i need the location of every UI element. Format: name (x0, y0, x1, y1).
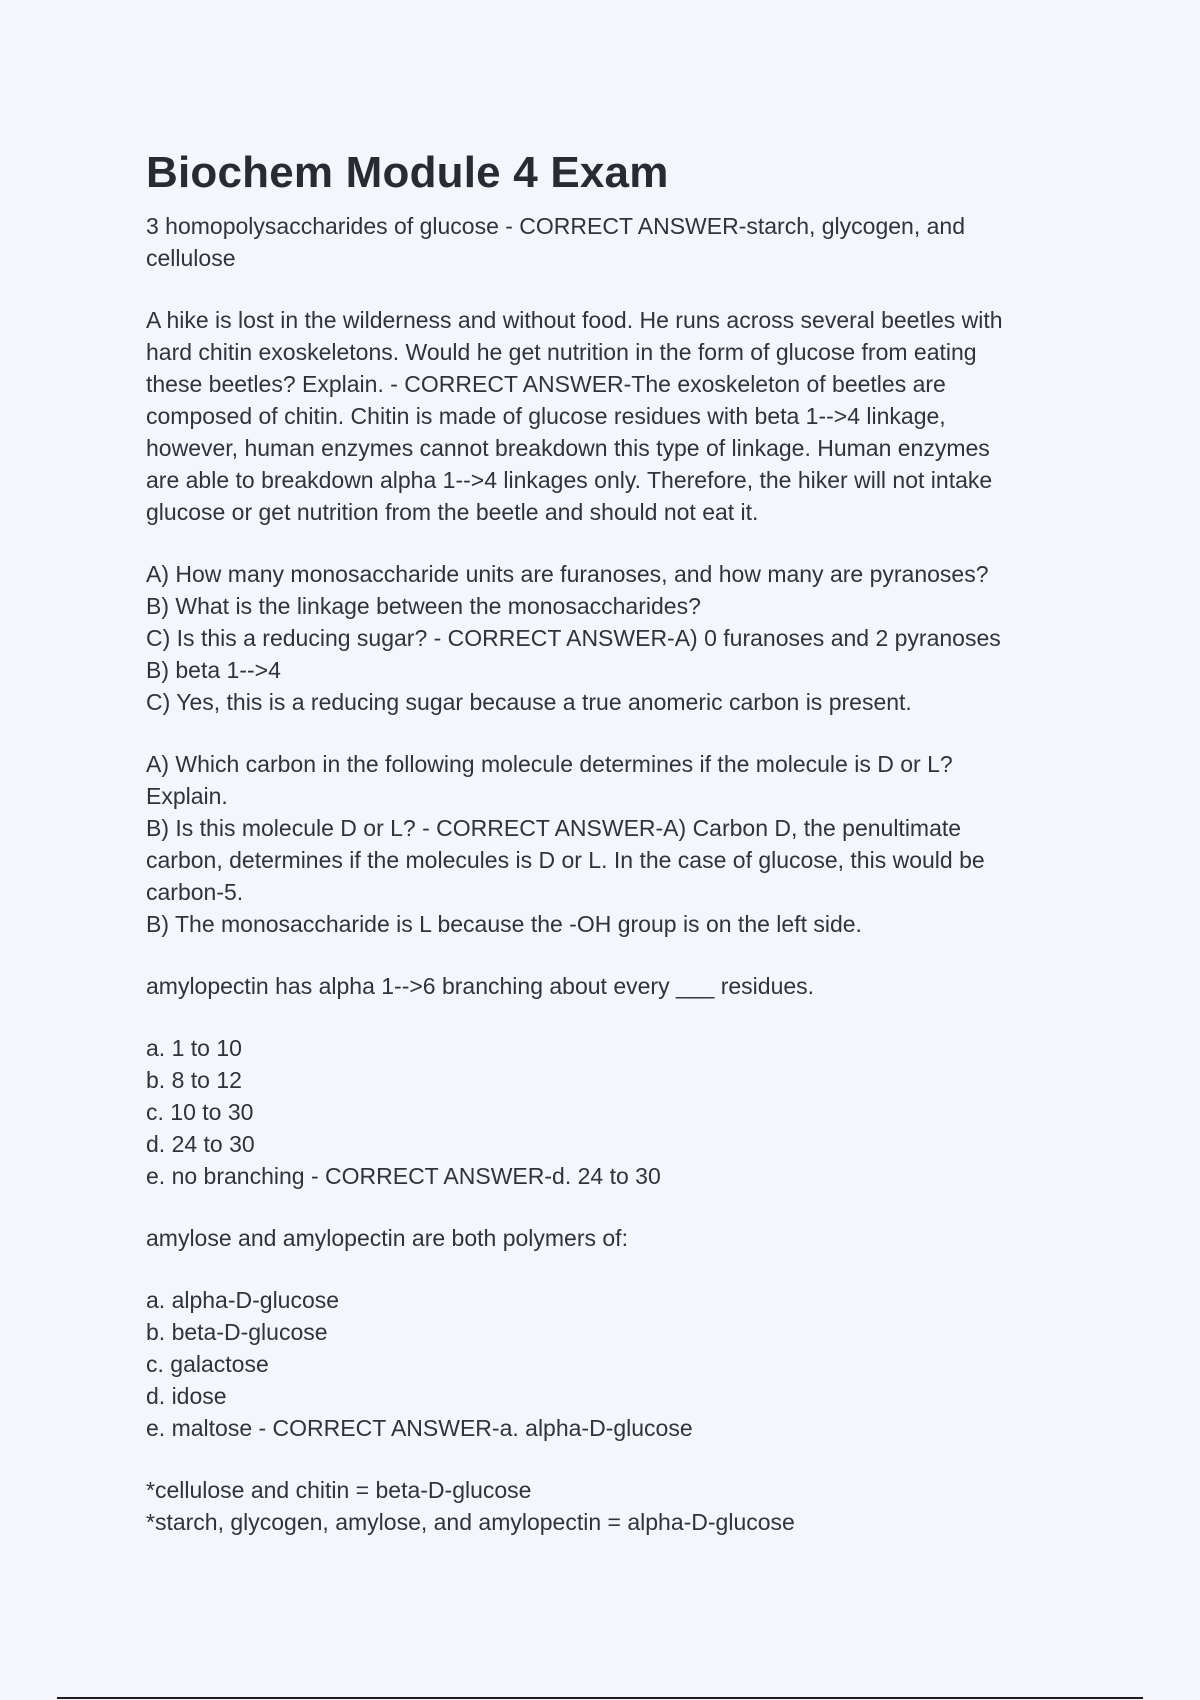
notes-block (146, 1474, 1076, 1538)
note-line: *starch, glycogen, amylose, and amylopectin = alpha-D-glucose (146, 1509, 795, 1535)
text-line: amylopectin has alpha 1-->6 branching about every ___ residues. (146, 973, 815, 999)
text-line: cellulose (146, 245, 236, 271)
qa-block-homopolysaccharides (146, 210, 1076, 274)
option-line: a. 1 to 10 (146, 1035, 242, 1061)
option-line: d. 24 to 30 (146, 1131, 255, 1157)
text-line: C) Yes, this is a reducing sugar because a true anomeric carbon is present. (146, 689, 912, 715)
page-bottom-rule (57, 1697, 1143, 1699)
option-line: a. alpha-D-glucose (146, 1287, 340, 1313)
text-line: B) Is this molecule D or L? - CORRECT ANSWER-A) Carbon D, the penultimate (146, 815, 962, 841)
text-line: composed of chitin. Chitin is made of glucose residues with beta 1-->4 linkage, (146, 403, 946, 429)
text-line: carbon-5. (146, 879, 244, 905)
question-polymers (146, 1222, 1076, 1254)
text-line: B) beta 1-->4 (146, 657, 281, 683)
text-line: amylose and amylopectin are both polymers of: (146, 1225, 628, 1251)
options-amylopectin-branching (146, 1032, 1076, 1192)
option-line: e. maltose - CORRECT ANSWER-a. alpha-D-glucose (146, 1415, 693, 1441)
text-line: Explain. (146, 783, 228, 809)
note-line: *cellulose and chitin = beta-D-glucose (146, 1477, 532, 1503)
text-line: A hike is lost in the wilderness and without food. He runs across several beetles with (146, 307, 1003, 333)
qa-block-furanoses (146, 558, 1076, 718)
text-line: carbon, determines if the molecules is D or L. In the case of glucose, this would be (146, 847, 985, 873)
page-title: Biochem Module 4 Exam (146, 148, 669, 197)
option-line: c. 10 to 30 (146, 1099, 254, 1125)
text-line: 3 homopolysaccharides of glucose - CORRECT ANSWER-starch, glycogen, and (146, 213, 965, 239)
option-line: d. idose (146, 1383, 227, 1409)
text-line: are able to breakdown alpha 1-->4 linkages only. Therefore, the hiker will not intake (146, 467, 993, 493)
text-line: B) What is the linkage between the monosaccharides? (146, 593, 701, 619)
text-line: hard chitin exoskeletons. Would he get nutrition in the form of glucose from eating (146, 339, 977, 365)
text-line: glucose or get nutrition from the beetle and should not eat it. (146, 499, 759, 525)
question-amylopectin-branching (146, 970, 1076, 1002)
text-line: however, human enzymes cannot breakdown this type of linkage. Human enzymes (146, 435, 990, 461)
document-page (146, 148, 1076, 1568)
qa-block-d-or-l (146, 748, 1076, 940)
qa-block-chitin-beetles (146, 304, 1076, 528)
text-line: A) Which carbon in the following molecule determines if the molecule is D or L? (146, 751, 953, 777)
option-line: c. galactose (146, 1351, 269, 1377)
option-line: e. no branching - CORRECT ANSWER-d. 24 to 30 (146, 1163, 661, 1189)
option-line: b. 8 to 12 (146, 1067, 242, 1093)
option-line: b. beta-D-glucose (146, 1319, 328, 1345)
text-line: A) How many monosaccharide units are furanoses, and how many are pyranoses? (146, 561, 989, 587)
text-line: these beetles? Explain. - CORRECT ANSWER-The exoskeleton of beetles are (146, 371, 946, 397)
text-line: B) The monosaccharide is L because the -OH group is on the left side. (146, 911, 862, 937)
text-line: C) Is this a reducing sugar? - CORRECT ANSWER-A) 0 furanoses and 2 pyranoses (146, 625, 1001, 651)
options-polymers (146, 1284, 1076, 1444)
